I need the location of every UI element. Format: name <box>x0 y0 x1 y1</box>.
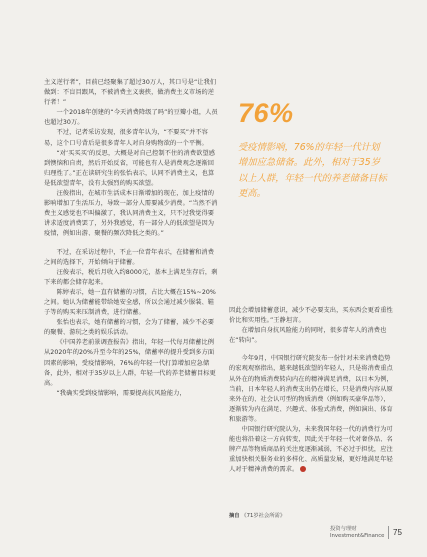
footer-divider <box>388 526 389 539</box>
left-column-paragraph: 汪俊表示，税后月收入约8000元，基本上满足生存后，剩下来的都会储存起来。 <box>44 268 218 286</box>
article-end-mark-icon <box>300 466 306 472</box>
right-column-paragraph: 今年9月，中国银行研究院发布一份针对未来消费趋势的宏观观察指出，越来越低欲望的年轻人，只是将消费重点从外在的物质消费转向内在的精神满足消费，以日本为例，当前，日本年轻人的消费支出仍在增长，只是消费内容从原来外在的、社会认可型的物质消费（例如购买豪华品等），逐渐转为内在满足、兴趣式、体验式消费，例如演出、体育和旅游等。 <box>229 355 393 423</box>
left-column-paragraph: 主义逆行者”，目前已经聚集了超过30万人，其口号是“让我们做到：不盲目跟风，不被消费主义裹挟，做消费主义市场的逆行者！” <box>44 79 217 107</box>
right-column-paragraph: 因此会增加储蓄意识，减少不必要支出，买东西会更看重性价比和实用性。”王静坦言。 <box>229 307 393 325</box>
source-credit <box>229 511 285 519</box>
source-label: 摘自 <box>229 513 240 519</box>
left-column-paragraph: 陈婷表示，她一直有储蓄的习惯，占比大概在15%~20%之间。她认为储蓄能带给她安全感，所以会通过减少服装、鞋子等的购买来压制消费，进行储蓄。 <box>44 288 216 317</box>
left-column-paragraph: 汪俊指出，在城市生活成本日渐增加的现在，加上疫情的影响增加了生活压力，导致一部分人需要减少消费。“当然不消费主义感觉也不叫偏激了，我认同消费主义，只不过我觉得要讲求适度消费罢了，另外我感觉，有一部分人的低欲望是因为疫情，例如出游、聚餐的频次降低之类的。” <box>44 190 218 238</box>
source-title: 《71岁社会所需》 <box>241 513 286 519</box>
left-column <box>44 78 220 399</box>
right-column <box>229 306 394 476</box>
right-column-paragraph: 中国银行研究院认为，未来我国年轻一代的消费行为可能也将沿着这一方向转变，因此关于年轻一代对奢侈品、名牌产品等物质商品的关注度逐渐减弱，不必过于担忧，应注重加快相关服务业的多样化、高质量发展，更好地满足年轻人对于精神消费的需求。 <box>229 426 393 474</box>
left-column-paragraph: “对‘买买买’的反思，大概是对自己控制不住的消费欲望感到懊恼和自责，然后开始反省，可能也有人是消费观念逐渐回归理性了。”正在读研究生的张怡表示，认同不消费主义，也算是低欲望青年，没有太强烈的购买欲望。 <box>44 149 216 187</box>
left-column-paragraph: 张怡也表示，她有储蓄的习惯，会为了储蓄，减少不必要的聚餐、游玩之类的娱乐活动。 <box>44 319 214 337</box>
left-column-paragraph: 一个2018年创建的“今天消费降级了吗”的豆瓣小组，人员也超过30万。 <box>44 109 218 127</box>
left-column-paragraph: 不过，在采访过程中，不止一位青年表示，在储蓄和消费之间的选择下，开始倾向于储蓄。 <box>44 248 214 266</box>
brand-name-en: Investment&Finance <box>330 533 385 539</box>
page-number: 75 <box>393 528 402 537</box>
footer-brand <box>330 526 384 540</box>
pull-quote-percent: 76% <box>238 98 294 128</box>
right-column-paragraph: 在增加自身抗风险能力的同时，很多青年人的消费也在“转向”。 <box>229 327 387 345</box>
pull-quote-text: 受疫情影响，76%的年轻一代计划增加应急储备。此外，相对于35岁以上人群，年轻一代的养老储备目标更高。 <box>238 142 387 199</box>
brand-name-cn: 投资与理财 <box>330 526 357 532</box>
left-column-paragraph: “我确实受到疫情影响，需要提高抗风险能力， <box>56 389 186 397</box>
left-column-paragraph: 《中国养老前景调查报告》指出，年轻一代每月储蓄比例从2020年的20%升至今年的25%，储蓄率的提升受到多方面因素的影响，受疫情影响，76%的年轻一代打算增加应急储备，此外，相对于35岁以上人群，年轻一代的养老储蓄目标更高。 <box>44 339 216 387</box>
left-column-paragraph: 不过，记者采访发现，很多青年认为，“不要买”并不容易，这个口号背后是很多青年人对自身购物欲的一个平衡。 <box>44 129 208 147</box>
